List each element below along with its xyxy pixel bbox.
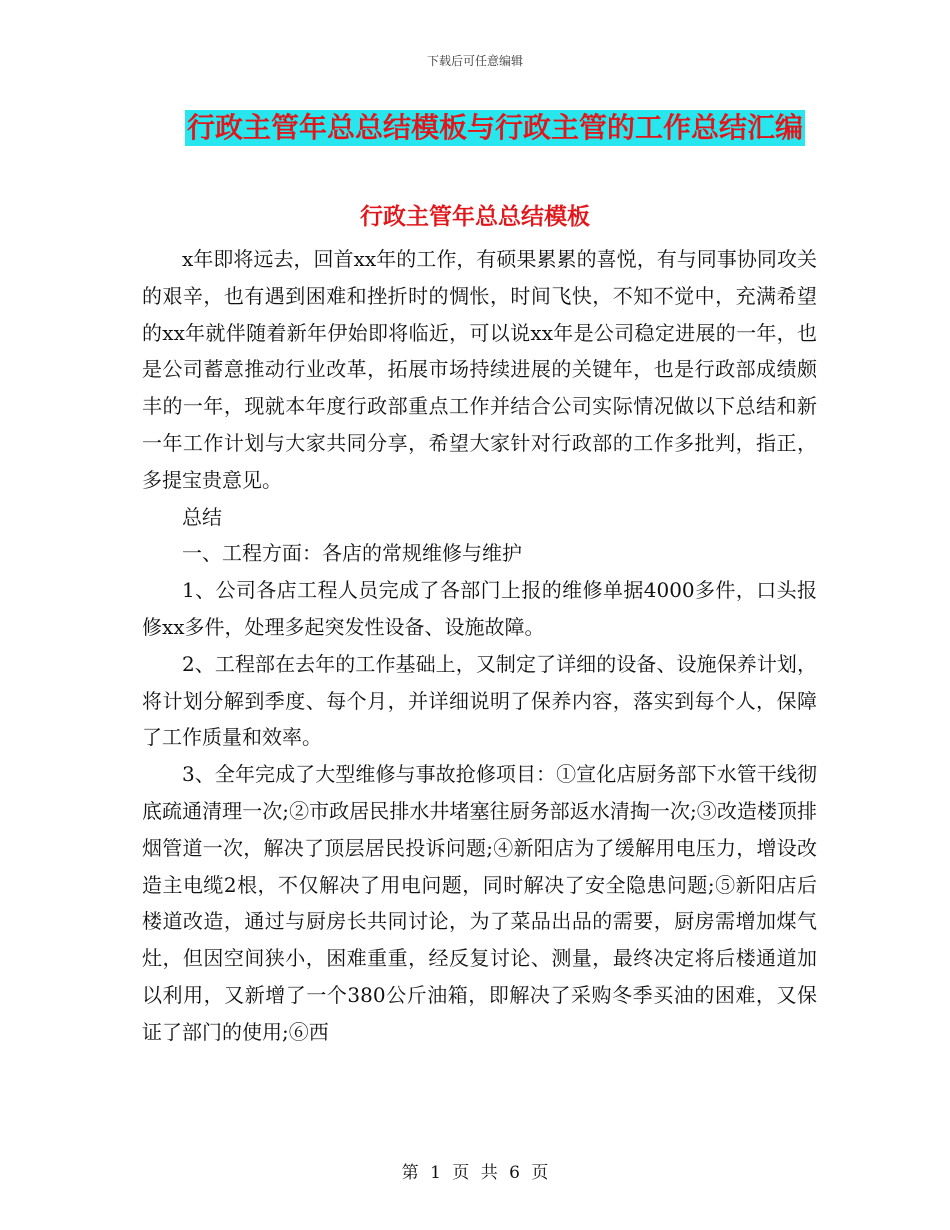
paragraph-intro: x年即将远去，回首xx年的工作，有硕果累累的喜悦，有与同事协同攻关的艰辛，也有遇到困难和挫折时的惆怅，时间飞快，不知不觉中，充满希望的xx年就伴随着新年伊始即将临近，可以说xx年是公司稳定进展的一年，也是公司蓄意推动行业改革，拓展市场持续进展的关键年，也是行政部成绩颇丰的一年，现就本年度行政部重点工作并结合公司实际情况做以下总结和新一年工作计划与大家共同分享，希望大家针对行政部的工作多批判，指正，多提宝贵意见。	[142, 247, 817, 492]
body-text	[142, 241, 817, 1051]
main-title: 行政主管年总总结模板与行政主管的工作总结汇编	[186, 111, 803, 144]
section-title: 行政主管年总总结模板	[360, 203, 590, 230]
page-footer: 第 1 页 共 6 页	[401, 1163, 549, 1183]
paragraph-summary-heading: 总结	[182, 504, 222, 529]
paragraph-item-1: 1、公司各店工程人员完成了各部门上报的维修单据4000多件，口头报修xx多件，处理多起突发性设备、设施故障。	[142, 578, 817, 639]
main-title-container	[0, 110, 950, 146]
header-note: 下载后可任意编辑	[426, 54, 523, 68]
paragraph-item-2: 2、工程部在去年的工作基础上，又制定了详细的设备、设施保养计划，将计划分解到季度、每个月，并详细说明了保养内容，落实到每个人，保障了工作质量和效率。	[142, 651, 817, 750]
paragraph-engineering-heading: 一、工程方面：各店的常规维修与维护	[182, 541, 522, 566]
paragraph-item-3: 3、全年完成了大型维修与事故抢修项目：①宣化店厨务部下水管干线彻底疏通清理一次;②市政居民排水井堵塞往厨务部返水清掏一次;③改造楼顶排烟管道一次，解决了顶层居民投诉问题;④新阳店为了缓解用电压力，增设改造主电缆2根，不仅解决了用电问题，同时解决了安全隐患问题;⑤新阳店后楼道改造，通过与厨房长共同讨论，为了菜品出品的需要，厨房需增加煤气灶，但因空间狭小，困难重重，经反复讨论、测量，最终决定将后楼通道加以利用，又新增了一个380公斤油箱，即解决了采购冬季买油的困难，又保证了部门的使用;⑥西	[142, 762, 817, 1044]
